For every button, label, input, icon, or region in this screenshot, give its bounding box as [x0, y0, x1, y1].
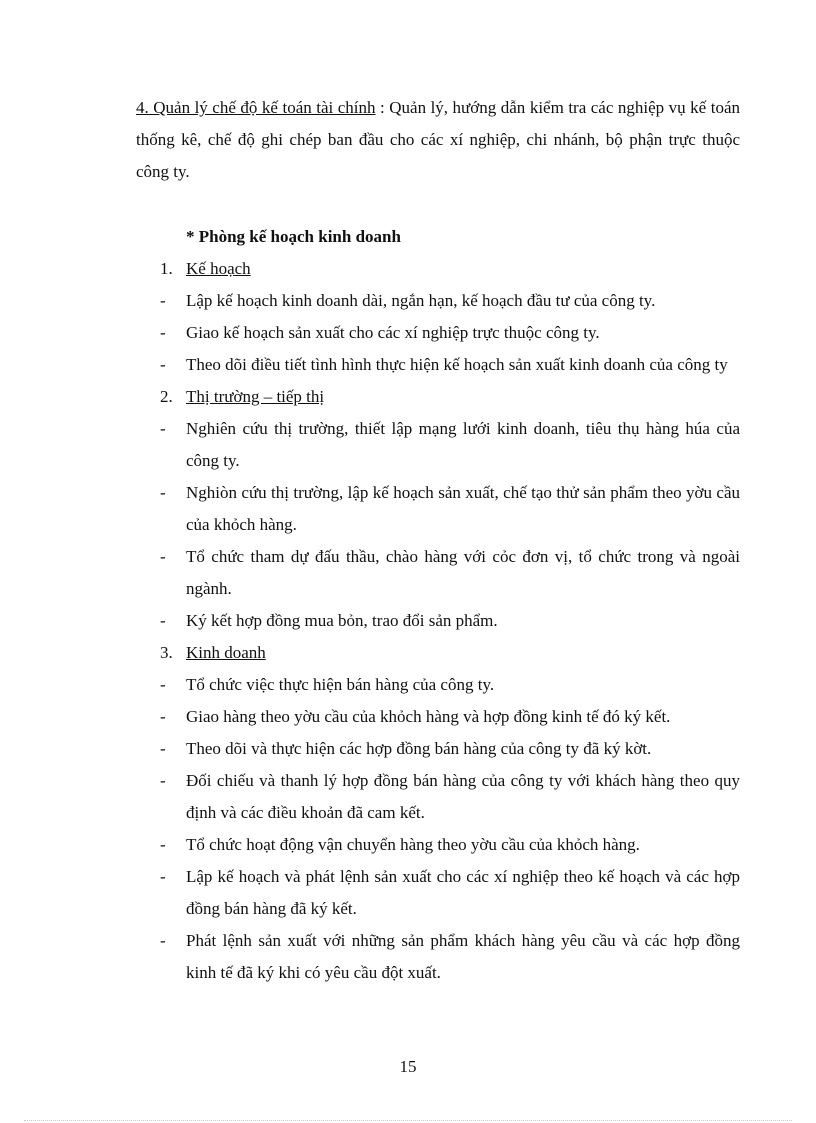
dash-marker: - [160, 611, 166, 630]
list-item-text: Lập kế hoạch và phát lệnh sản xuất cho các xí nghiệp theo kế hoạch và các hợp đồng bán hàng đã ký kết. [186, 867, 740, 918]
list-item-text: Giao kế hoạch sản xuất cho các xí nghiệp trực thuộc công ty. [186, 323, 600, 342]
list-item [136, 605, 740, 637]
dash-marker: - [160, 355, 166, 374]
page-bottom-divider [24, 1120, 792, 1121]
dash-marker: - [160, 931, 166, 950]
numbered-item-business [136, 637, 740, 669]
dash-marker: - [160, 483, 166, 502]
dash-marker: - [160, 707, 166, 726]
list-item-text: Tổ chức việc thực hiện bán hàng của công ty. [186, 675, 495, 694]
list-item-text: Nghiên cứu thị trường, thiết lập mạng lưới kinh doanh, tiêu thụ hàng húa của công ty. [186, 419, 740, 470]
intro-body: Quản lý, hướng dẫn kiểm tra các nghiệp vụ kế toán thống kê, chế độ ghi chép ban đầu cho các xí nghiệp, chi nhánh, bộ phận trực thuộc công ty. [136, 98, 740, 181]
list-item [136, 829, 740, 861]
numbered-item-market [136, 381, 740, 413]
list-item [136, 733, 740, 765]
numbered-item-plan [136, 253, 740, 285]
item-marker: 2. [160, 387, 173, 406]
list-item [136, 285, 740, 317]
list-item [136, 925, 740, 989]
list-item-text: Đối chiếu và thanh lý hợp đồng bán hàng của công ty với khách hàng theo quy định và các điều khoản đã cam kết. [186, 771, 740, 822]
list-item [136, 477, 740, 541]
section-content [136, 253, 740, 989]
dash-marker: - [160, 867, 166, 886]
item-title: Kinh doanh [186, 643, 266, 662]
list-item [136, 541, 740, 605]
list-item [136, 701, 740, 733]
list-item [136, 765, 740, 829]
dash-marker: - [160, 419, 166, 438]
item-marker: 1. [160, 259, 173, 278]
dash-marker: - [160, 323, 166, 342]
page-number: 15 [399, 1057, 417, 1076]
item-title: Kế hoạch [186, 259, 251, 278]
list-item [136, 413, 740, 477]
dash-marker: - [160, 739, 166, 758]
dash-marker: - [160, 675, 166, 694]
dash-marker: - [160, 291, 166, 310]
list-item [136, 349, 740, 381]
list-item-text: Phát lệnh sản xuất với những sản phẩm khách hàng yêu cầu và các hợp đồng kinh tế đã ký khi có yêu cầu đột xuất. [186, 931, 740, 982]
list-item [136, 669, 740, 701]
dash-marker: - [160, 835, 166, 854]
list-item [136, 861, 740, 925]
intro-paragraph [136, 92, 740, 188]
intro-separator: : [375, 98, 390, 117]
list-item [136, 317, 740, 349]
section-heading: * Phòng kế hoạch kinh doanh [186, 227, 401, 246]
item-title: Thị trường – tiếp thị [186, 387, 325, 406]
intro-heading: 4. Quản lý chế độ kế toán tài chính [136, 98, 376, 117]
list-item-text: Lập kế hoạch kinh doanh dài, ngắn hạn, kế hoạch đầu tư của công ty. [186, 291, 656, 310]
list-item-text: Nghiòn cứu thị trường, lập kế hoạch sản xuất, chế tạo thử sản phẩm theo yờu cầu của khỏch hàng. [186, 483, 740, 534]
list-item-text: Tổ chức tham dự đấu thầu, chào hàng với cỏc đơn vị, tổ chức trong và ngoài ngành. [186, 547, 740, 598]
list-item-text: Tổ chức hoạt động vận chuyển hàng theo yờu cầu của khỏch hàng. [186, 835, 640, 854]
item-marker: 3. [160, 643, 173, 662]
list-item-text: Theo dõi điều tiết tình hình thực hiện kế hoạch sản xuất kinh doanh của công ty [186, 355, 728, 374]
dash-marker: - [160, 547, 166, 566]
list-item-text: Giao hàng theo yờu cầu của khỏch hàng và hợp đồng kinh tế đó ký kết. [186, 707, 671, 726]
dash-marker: - [160, 771, 166, 790]
list-item-text: Ký kết hợp đồng mua bỏn, trao đổi sản phẩm. [186, 611, 498, 630]
list-item-text: Theo dõi và thực hiện các hợp đồng bán hàng của công ty đã ký kờt. [186, 739, 652, 758]
